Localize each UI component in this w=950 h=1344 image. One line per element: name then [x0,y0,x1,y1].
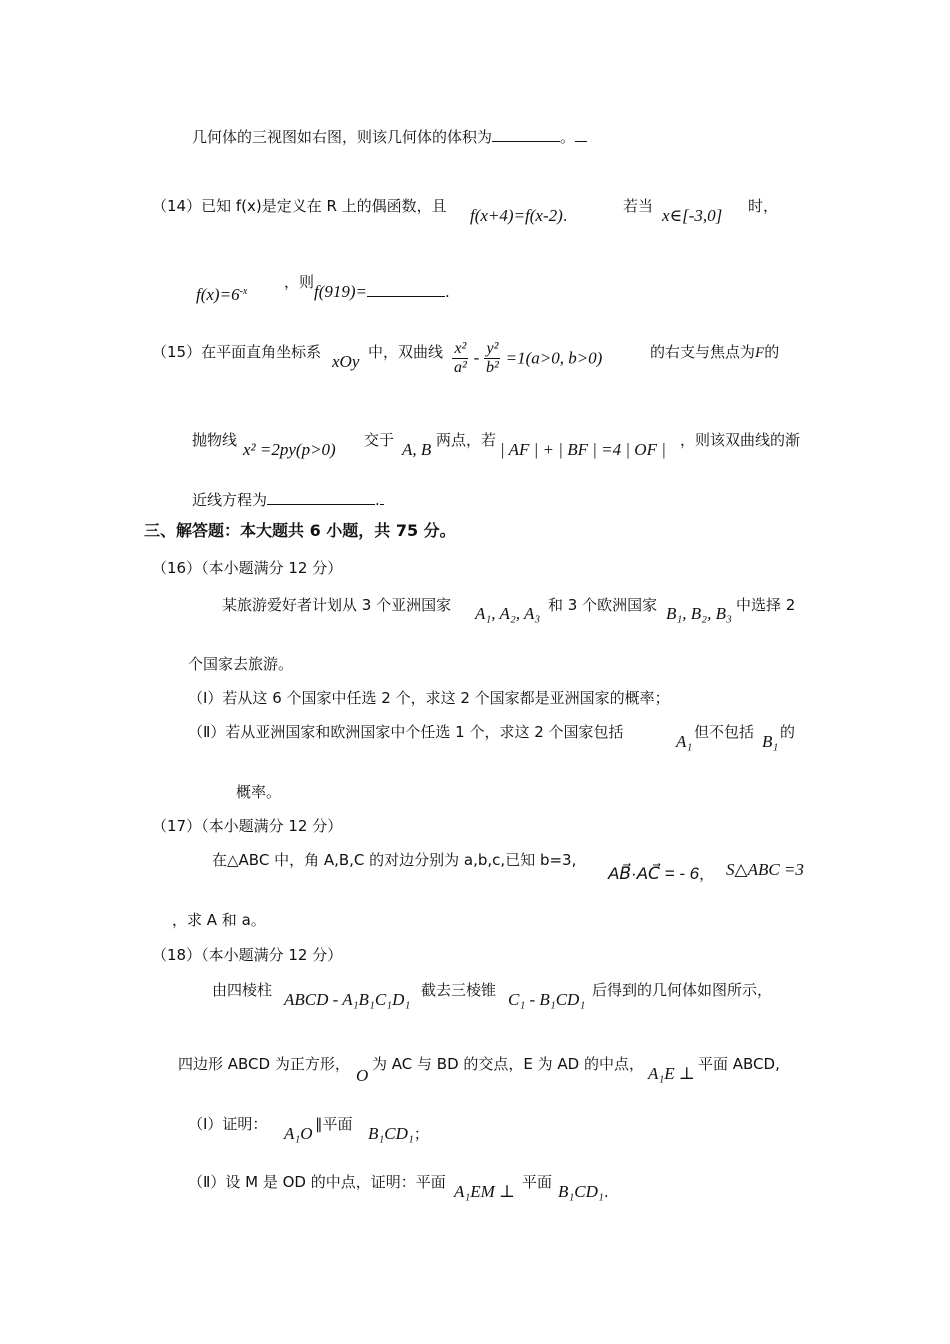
q18-text2: 截去三棱锥 [421,981,497,999]
q14-text3-wrap [748,196,778,216]
q15-number: （15） [152,343,202,361]
q18-text1: 由四棱柱 [212,981,273,999]
q17-text1: 在△ABC 中，角 A,B,C 的对边分别为 a,b,c,已知 b=3, [212,851,577,869]
q15-period: . [375,491,380,509]
q17-points: （本小题满分 12 分） [201,817,343,835]
q13-period: 。 [560,128,576,146]
q15-frac-x-den: a² [454,359,467,376]
q18-parallel-wrap [315,1114,353,1134]
q18-part2-text: （Ⅱ）设 M 是 OD 的中点，证明：平面 [188,1173,446,1191]
q18-text5-wrap [372,1054,644,1074]
q14-text2-wrap [623,196,653,216]
q18-plane-word-wrap [522,1172,552,1192]
q16-header [152,558,342,578]
q15-text2: 中，双曲线 [368,343,444,361]
q18-a1e-wrap [648,1064,695,1084]
q16-number: （16） [152,559,202,577]
q16-part2d: 概率。 [236,783,282,801]
q16-text2-wrap [548,595,657,615]
q14-exponent: -x [239,286,248,297]
q18-part1 [188,1114,267,1134]
q15-text7: 两点，若 [436,431,497,449]
q18-part1-text: （Ⅰ）证明： [188,1115,268,1133]
q17-area: S△ABC =3 [726,860,804,879]
q16-a1-wrap [676,732,692,752]
q15-text3-wrap [650,342,779,363]
q15-answer-blank [267,490,375,505]
section3-heading [144,521,456,541]
q16-asia-wrap [475,604,540,624]
q14-text4-wrap [284,272,314,292]
q15-frac-y-num: y² [486,340,499,357]
q15-text2-wrap [368,342,443,362]
q15-text6: 交于 [364,431,395,449]
q15-plane-wrap [332,352,359,372]
q15-text9: 近线方程为 [192,491,268,509]
q18-pyramid-wrap [508,990,585,1010]
q18-a1em: A₁EM ⊥ [454,1182,516,1201]
q18-text5: 为 AC 与 BD 的交点，E 为 AD 的中点， [372,1055,644,1073]
q16-part2c: 的 [780,723,796,741]
q17-area-wrap [726,860,804,880]
q14-f919: f(919)= [314,282,368,301]
section3-title: 三、解答题：本大题共 6 小题，共 75 分。 [144,521,456,540]
q18-semicolon: ； [413,1125,429,1143]
q15-frac-x [452,340,469,377]
q16-b1: B₁ [762,732,779,751]
q14-text1: 已知 f(x)是定义在 R 上的偶函数，且 [201,197,447,215]
q18-text3: 后得到的几何体如图所示， [592,981,773,999]
q14-eq3-wrap [314,282,450,302]
q15-parabola: x² =2py(p>0) [243,440,336,459]
q18-a1em-wrap [454,1182,515,1202]
q18-o-wrap [356,1066,368,1086]
q15-focus: F [755,345,765,361]
q15-line3 [192,490,384,510]
q15-text5-wrap [192,430,237,450]
q17-dot-wrap [608,864,714,884]
q16-text1-wrap [222,595,451,615]
q14-eq1-wrap [470,206,568,226]
q18-plane1-wrap [368,1124,429,1144]
q16-text3-wrap [736,595,795,615]
q16-points: （本小题满分 12 分） [201,559,343,577]
q15-hyperbola [452,340,602,377]
q14-text3: 时， [748,197,779,215]
q18-text6: 平面 ABCD, [698,1055,780,1073]
q15-points-wrap [402,440,431,460]
q15-eq-wrap [500,440,666,460]
q16-a1: A₁ [676,732,693,751]
q18-o: O [356,1066,369,1085]
q17-comma: ， [699,865,715,883]
q13-line [192,127,587,147]
q18-points: （本小题满分 12 分） [201,946,343,964]
q16-europe-countries: B₁, B₂, B₃ [666,604,732,623]
q14-domain: x∈[-3,0] [662,206,723,225]
q16-text3: 中选择 2 [736,596,796,614]
q16-part1 [188,688,670,708]
q16-asia-countries: A₁, A₂, A₃ [475,604,541,623]
q15-text4: 的 [764,343,780,361]
q16-part2d-wrap [236,782,281,802]
q18-plane-word: 平面 [522,1173,553,1191]
q18-text6-wrap [698,1054,780,1074]
q15-parabola-wrap [243,440,336,460]
q15-condition: =1(a>0, b>0) [505,348,603,368]
q18-prism: ABCD - A₁B₁C₁D₁ [284,990,411,1009]
q16-part2b: 但不包括 [694,723,755,741]
q15-text6-wrap [364,430,394,450]
q18-plane2-wrap [558,1182,609,1202]
q16-b1-wrap [762,732,778,752]
q16-part2b-wrap [694,722,754,742]
q18-a1o: A₁O [284,1124,313,1143]
q13-answer-blank [492,127,560,142]
q13-text: 几何体的三视图如右图，则该几何体的体积为 [192,128,493,146]
q16-text1: 某旅游爱好者计划从 3 个亚洲国家 [222,596,452,614]
q16-part2-text: （Ⅱ）若从亚洲国家和欧洲国家中个任选 1 个，求这 2 个国家包括 [188,723,624,741]
q14-answer-blank [367,282,445,297]
q17-number: （17） [152,817,202,835]
q14-text4: ，则 [284,273,315,291]
q18-prism-wrap [284,990,410,1010]
q15-text1: 在平面直角坐标系 [201,343,322,361]
q15-text8-wrap [680,430,800,450]
q14-line2 [196,282,247,305]
q15-underline-end [380,490,384,505]
q14-f-def: f(x)=6 [196,285,240,304]
q14-dot: . [562,207,568,225]
q18-parallel: ∥平面 [315,1115,353,1133]
q18-text1-wrap [212,980,272,1000]
q15-text3: 的右支与焦点为 [650,343,756,361]
q15-plane: xOy [332,352,360,371]
q17-header [152,816,342,836]
q17-text1-wrap [212,850,576,870]
q18-a1o-wrap [284,1124,313,1144]
q16-part2 [188,722,624,742]
q18-end: . [603,1183,609,1201]
q18-number: （18） [152,946,202,964]
q17-text2-wrap [172,910,266,930]
q13-underline-end [575,127,587,142]
q18-plane1: B₁CD₁ [368,1124,414,1143]
q14-domain-wrap [662,206,722,226]
q16-text2: 和 3 个欧洲国家 [548,596,658,614]
q15-frac-y [484,340,501,377]
q18-text2-wrap [421,980,496,1000]
q14-equation: f(x+4)=f(x-2) [470,206,563,225]
q15-frac-y-den: b² [486,359,499,376]
q15-equation: | AF | + | BF | =4 | OF | [500,440,666,459]
q15-line1 [152,342,321,362]
q18-text3-wrap [592,980,772,1000]
q16-europe-wrap [666,604,732,624]
q18-header [152,945,342,965]
q18-a1e: A₁E ⊥ [648,1064,695,1083]
q15-text7-wrap [436,430,496,450]
q14-number: （14） [152,197,202,215]
q14-period: . [445,283,450,301]
q18-part2 [188,1172,446,1192]
q16-part1-text: （Ⅰ）若从这 6 个国家中任选 2 个，求这 2 个国家都是亚洲国家的概率； [188,689,670,707]
q18-text4: 四边形 ABCD 为正方形， [178,1055,350,1073]
q15-text8: ，则该双曲线的渐 [680,431,801,449]
q15-minus: - [473,348,480,367]
q18-pyramid: C₁ - B₁CD₁ [508,990,586,1009]
q16-text4-wrap [188,654,293,674]
q14-text2: 若当 [623,197,654,215]
q14-line1 [152,196,447,216]
q18-text4-wrap [178,1054,350,1074]
q18-plane2: B₁CD₁ [558,1182,604,1201]
q16-text4: 个国家去旅游。 [188,655,294,673]
q17-text2: ，求 A 和 a。 [172,911,266,929]
q15-points: A, B [402,440,432,459]
q15-frac-x-num: x² [454,340,467,357]
q17-dot-product: AB⃗·AC⃗ = - 6 [608,864,700,883]
q15-text5: 抛物线 [192,431,238,449]
q16-part2c-wrap [780,722,795,742]
